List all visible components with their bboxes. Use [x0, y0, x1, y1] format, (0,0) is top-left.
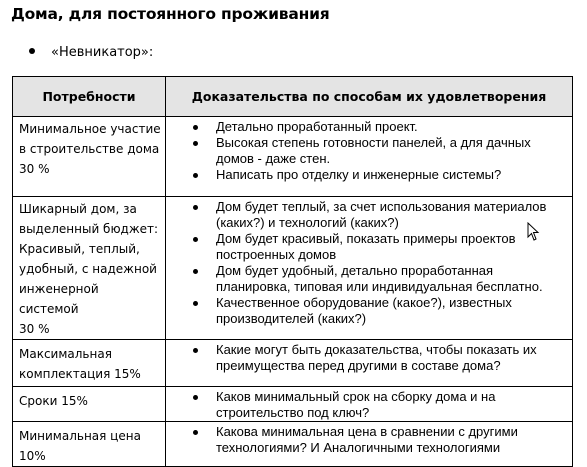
header-evidence: Доказательства по способам их удовлетворения — [166, 77, 573, 117]
table-header-row — [13, 77, 573, 117]
text-cursor-icon — [527, 222, 541, 242]
bullet-icon — [193, 301, 198, 306]
bullet-icon — [193, 348, 198, 353]
list-item: Дом будет красивый, показать примеры проектов построенных домов — [166, 231, 568, 263]
need-cell: Максимальная комплектация 15% — [13, 340, 166, 387]
intro-bullet-text: «Невникатор»: — [51, 45, 154, 60]
table-row — [13, 197, 573, 340]
bullet-icon — [193, 173, 198, 178]
list-item: Качественное оборудование (какое?), известных производителей (каких?) — [166, 295, 568, 327]
list-item: Написать про отделку и инженерные системы? — [166, 167, 568, 183]
table-row — [13, 340, 573, 387]
list-item: Какие могут быть доказательства, чтобы показать их преимущества перед другими в составе дома? — [166, 342, 568, 374]
evidence-cell — [166, 117, 573, 197]
evidence-cell — [166, 422, 573, 467]
bullet-icon — [193, 430, 198, 435]
list-item: Высокая степень готовности панелей, а для дачных домов - даже стен. — [166, 135, 568, 167]
list-item: Детально проработанный проект. — [166, 119, 568, 135]
evidence-cell — [166, 197, 573, 340]
need-cell: Минимальное участие в строительстве дома 30 % — [13, 117, 166, 197]
list-item: Дом будет теплый, за счет использования материалов (каких?) и технологий (каких?) — [166, 199, 568, 231]
table-row — [13, 117, 573, 197]
bullet-icon — [193, 237, 198, 242]
bullet-icon — [193, 125, 198, 130]
document-title: Дома, для постоянного проживания — [11, 5, 330, 23]
list-item: Дом будет удобный, детально проработанная планировка, типовая или индивидуальная бесплатно. — [166, 263, 568, 295]
bullet-icon — [193, 395, 198, 400]
bullet-icon — [193, 205, 198, 210]
bullet-icon — [193, 141, 198, 146]
need-cell: Шикарный дом, за выделенный бюджет: Красивый, теплый, удобный, с надежной инженерной системой 30 % — [13, 197, 166, 340]
list-item: Каков минимальный срок на сборку дома и на строительство под ключ? — [166, 389, 568, 421]
bullet-icon — [29, 48, 35, 54]
table-row — [13, 422, 573, 467]
need-cell: Сроки 15% — [13, 387, 166, 422]
intro-bullet — [29, 45, 153, 60]
table-row — [13, 387, 573, 422]
need-cell: Минимальная цена 10% — [13, 422, 166, 467]
needs-evidence-table — [12, 76, 573, 467]
bullet-icon — [193, 269, 198, 274]
list-item: Какова минимальная цена в сравнении с другими технологиями? И Аналогичными технологиями — [166, 424, 568, 456]
evidence-cell — [166, 387, 573, 422]
header-needs: Потребности — [13, 77, 166, 117]
evidence-cell — [166, 340, 573, 387]
